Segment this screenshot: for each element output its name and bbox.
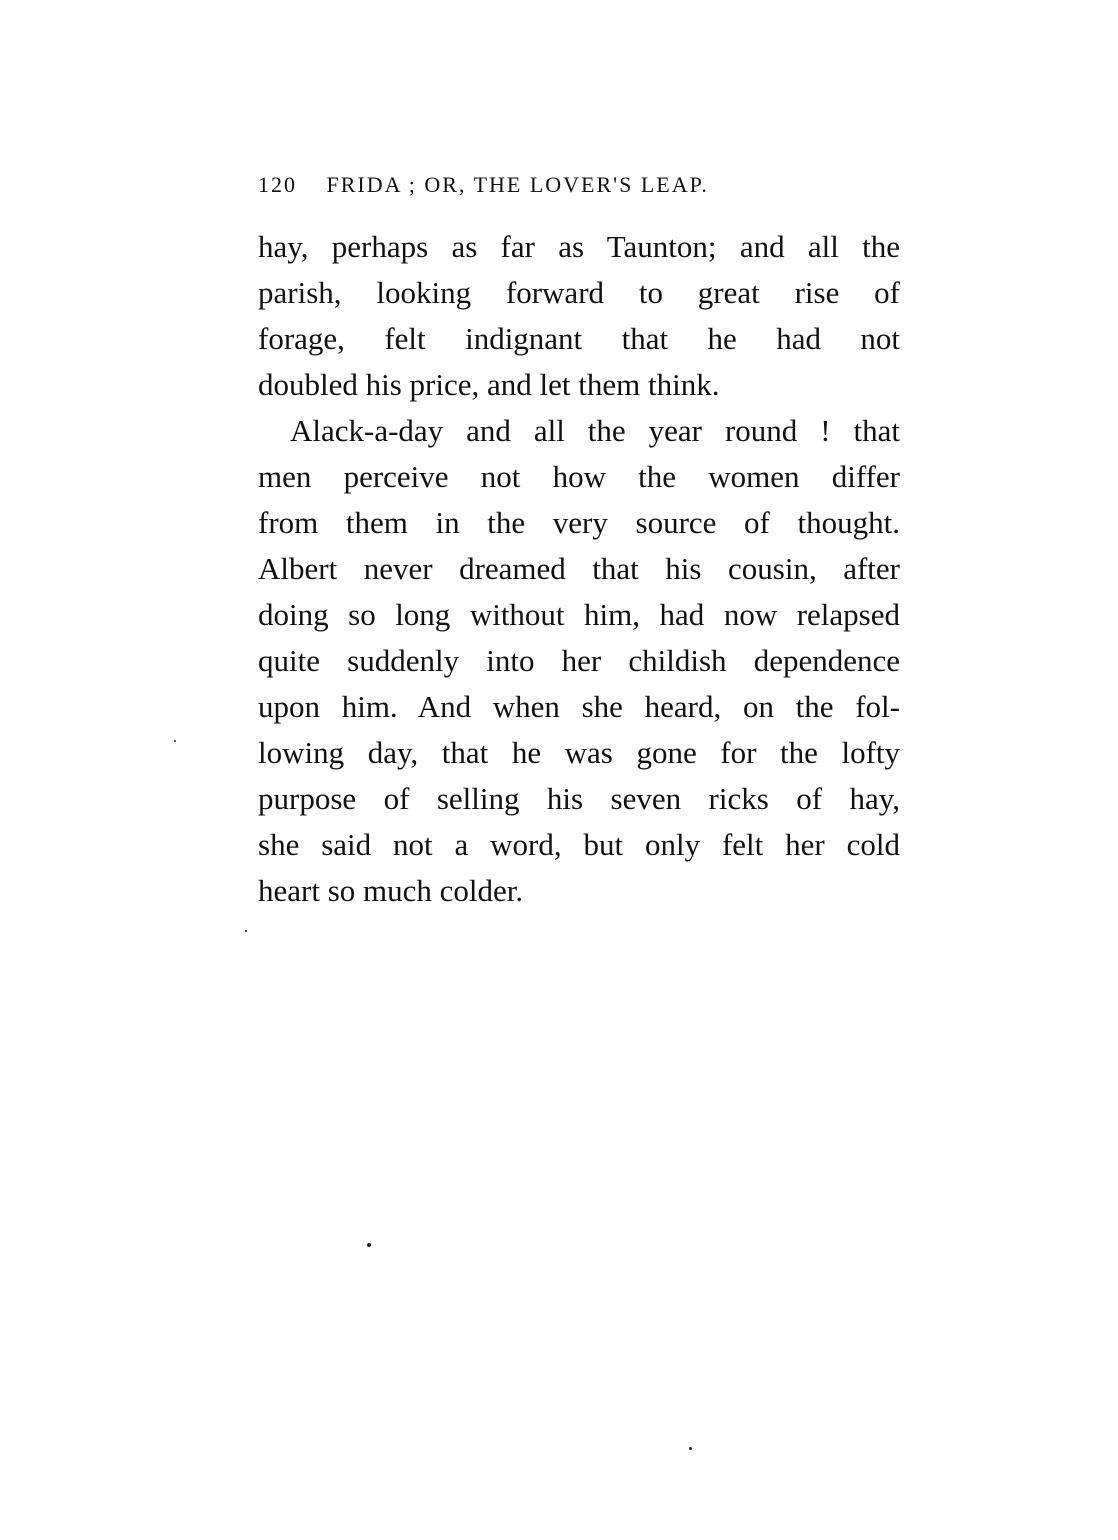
text-line: hay, perhaps as far as Taunton; and all the [258, 229, 900, 264]
scan-speck [689, 1447, 692, 1450]
paragraph [258, 408, 900, 914]
text-line: forage, felt indignant that he had not [258, 321, 900, 356]
scan-speck [367, 1243, 371, 1247]
text-line: purpose of selling his seven ricks of hay, [258, 781, 900, 816]
running-title: FRIDA ; OR, THE LOVER'S LEAP. [326, 172, 709, 197]
text-line: doing so long without him, had now relapsed [258, 597, 900, 632]
text-line: men perceive not how the women differ [258, 459, 900, 494]
text-line: quite suddenly into her childish dependence [258, 643, 900, 678]
text-line: Alack-a-day and all the year round ! that [290, 413, 900, 448]
running-header [258, 172, 709, 198]
text-line: Albert never dreamed that his cousin, after [258, 551, 900, 586]
text-line: doubled his price, and let them think. [258, 367, 720, 402]
page-number: 120 [258, 172, 297, 197]
text-line: she said not a word, but only felt her cold [258, 827, 900, 862]
text-line: heart so much colder. [258, 873, 524, 908]
paragraph [258, 224, 900, 408]
text-line: upon him. And when she heard, on the fol- [258, 689, 900, 724]
scan-speck [245, 930, 247, 932]
scan-speck [174, 740, 176, 742]
text-line: from them in the very source of thought. [258, 505, 900, 540]
text-line: parish, looking forward to great rise of [258, 275, 900, 310]
text-line: lowing day, that he was gone for the lofty [258, 735, 900, 770]
body-text [258, 224, 900, 914]
